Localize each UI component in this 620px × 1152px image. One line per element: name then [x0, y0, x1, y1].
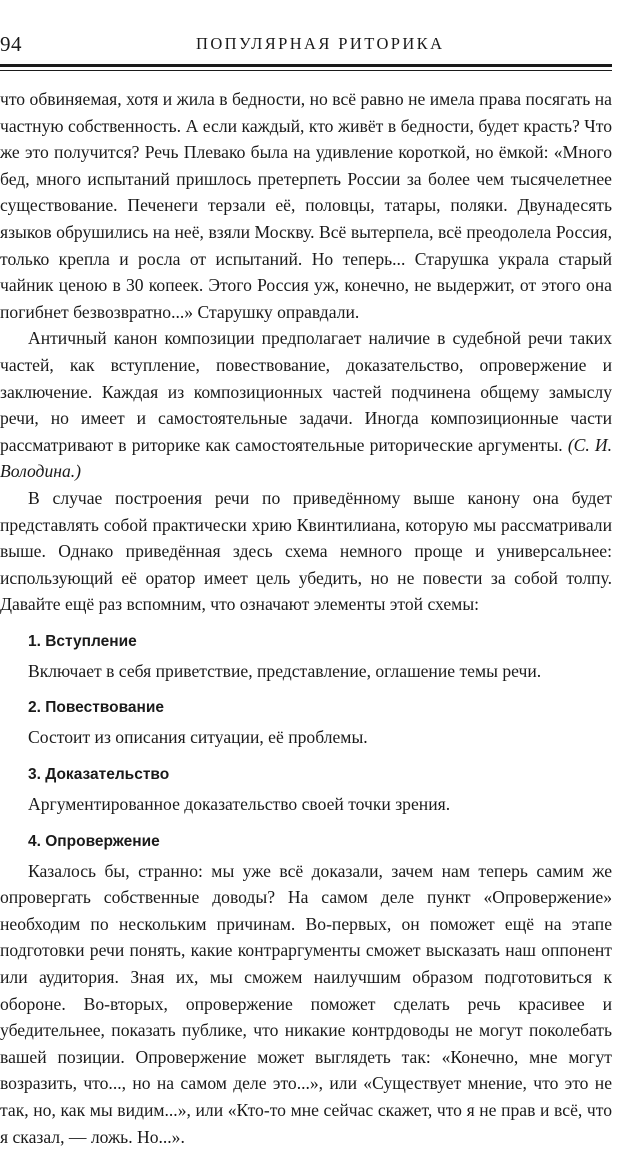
section-text-introduction: Включает в себя приветствие, представление, оглашение темы речи. [28, 660, 542, 681]
page-number: 94 [0, 32, 22, 56]
paragraph-antique-canon-text: Античный канон композиции предполагает наличие в судебной речи таких частей, как вступление, повествование, доказательство, опровержение и заключение. Каждая из композиционных частей подчинена общему замыслу речи, но имеет и самостоятельные задачи. Иногда композиционные части рассматривают в риторике как самостоятельные риторические аргументы. [0, 328, 612, 455]
section-heading-refutation: 4. Опровержение [28, 832, 160, 850]
section-heading-narration: 2. Повествование [28, 699, 165, 717]
page-header [0, 30, 612, 58]
citation-author: (С. И. Володина.) [0, 434, 613, 482]
paragraph-scheme-intro: В случае построения речи по приведённому выше канону она будет представлять собой практически хрию Квинтилиана, которую мы рассматривали выше. Однако приведённая здесь схема немного проще и универсальнее: использующий её оратор имеет цель убедить, но не повести за собой толпу. Давайте ещё раз вспомним, что означают элементы этой схемы: [0, 487, 612, 615]
running-title: ПОПУЛЯРНАЯ РИТОРИКА [196, 34, 445, 53]
section-text-proof: Аргументированное доказательство своей точки зрения. [28, 794, 451, 815]
section-heading-proof: 3. Доказательство [28, 766, 170, 784]
header-rule-thick [0, 64, 612, 67]
paragraph-antique-canon [0, 325, 612, 485]
paragraph-continuation: что обвиняемая, хотя и жила в бедности, но всё равно не имела права посягать на частную собственность. А если каждый, кто живёт в бедности, будет красть? Что же это получится? Речь Плевако была на удивление короткой, но ёмкой: «Много бед, много испытаний пришлось претерпеть России за более чем тысячелетнее существование. Печенеги терзали её, половцы, татары, поляки. Двунадесять языков обрушились на неё, взяли Москву. Всё вытерпела, всё преодолела Россия, только крепла и росла от испытаний. Но теперь... Старушка украла старый чайник ценою в 30 копеек. Этого Россия уж, конечно, не выдержит, от этого она погибнет безвозвратно...» Старушку оправдали. [0, 89, 612, 322]
header-rule-thin [0, 70, 612, 71]
page-body [0, 86, 612, 1152]
section-text-refutation: Казалось бы, странно: мы уже всё доказали, зачем нам теперь самим же опровергать собственные доводы? На самом деле пункт «Опровержение» необходим по нескольким причинам. Во-первых, он поможет ещё на этапе подготовки речи понять, какие контраргументы сможет высказать наш оппонент или аудитория. Зная их, мы сможем наилучшим образом подготовиться к обороне. Во-вторых, опровержение поможет сделать речь красивее и убедительнее, показать публике, что никакие контрдоводы не могут поколебать вашей позиции. Опровержение может выглядеть так: «Конечно, мне могут возразить, что..., но на самом деле это...», или «Существует мнение, что это не так, но, как мы видим...», или «Кто-то мне сейчас скажет, что я не прав и всё, что я сказал, — ложь. Но...». [0, 860, 612, 1147]
section-text-narration: Состоит из описания ситуации, её проблемы. [28, 727, 368, 748]
section-heading-introduction: 1. Вступление [28, 632, 137, 650]
